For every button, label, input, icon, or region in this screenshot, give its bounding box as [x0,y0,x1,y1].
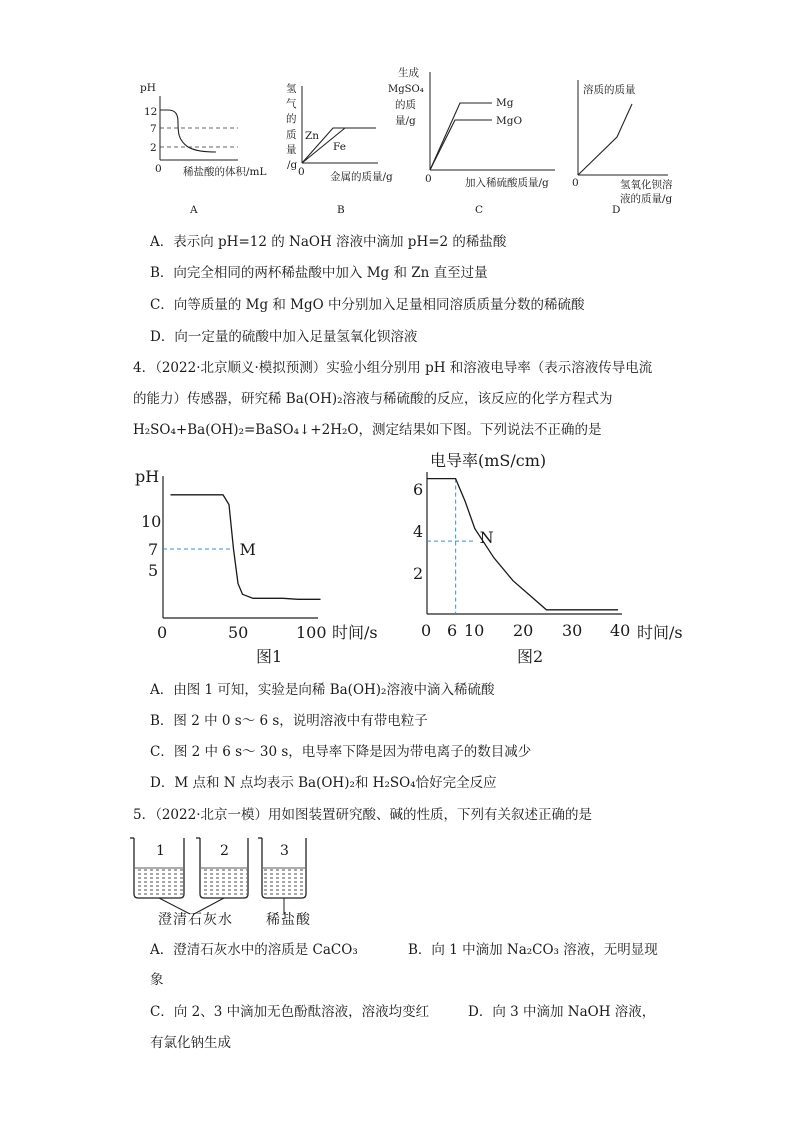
fig1-xlabel: 时间/s [332,623,378,642]
q4-stem-line-1: 4．（2022·北京顺义·模拟预测）实验小组分别用 pH 和溶液电导率（表示溶液传导电流 [133,360,653,376]
fig2-ytick-4: 4 [413,522,424,541]
chart-a-xlabel: 稀盐酸的体积/mL [183,166,267,178]
chart-b-ylabel-1: 氢 [286,83,297,95]
q4-option-a: A．由图 1 可知，实验是向稀 Ba(OH)₂溶液中滴入稀硫酸 [150,682,495,698]
beaker-1-number: 1 [156,843,165,859]
q3-option-a: A．表示向 pH=12 的 NaOH 溶液中滴加 pH=2 的稀盐酸 [150,234,507,250]
chart-d-curve [578,104,632,175]
chart-a-ylabel: pH [140,82,156,94]
fig1 [135,467,378,666]
q4-figures [0,440,794,675]
beaker-1 [130,838,184,898]
chart-c-caption: C [475,204,484,216]
fig2-xtick-40: 40 [610,621,631,640]
fig2-point-label: N [479,528,494,548]
q3-option-b: B．向完全相同的两杯稀盐酸中加入 Mg 和 Zn 直至过量 [150,265,488,281]
chart-d-xlabel-2: 液的质量/g [620,193,673,205]
fig2-xlabel: 时间/s [637,623,683,642]
q5-option-d: D．向 3 中滴加 NaOH 溶液， [468,1004,656,1020]
chart-a-origin: 0 [155,163,162,175]
chart-b [286,82,393,216]
fig2-xtick-20: 20 [513,621,534,640]
fig2-caption: 图2 [517,647,544,666]
chart-c-mgo-line [430,120,492,170]
fig1-ytick-5: 5 [148,561,159,580]
chart-a-tick-7: 7 [150,123,157,135]
chart-b-label-fe: Fe [333,141,346,153]
q5-option-c: C．向 2、3 中滴加无色酚酞溶液，溶液均变红 [150,1004,430,1020]
chart-b-ylabel-5: 量 [286,144,297,156]
fig2-xtick-0: 0 [421,621,432,640]
fig1-ytick-10: 10 [141,512,162,531]
chart-b-xlabel: 金属的质量/g [330,171,393,183]
chart-c-ylabel-1: 生成 [398,67,419,79]
q4-stem-line-3: H₂SO₄+Ba(OH)₂=BaSO₄↓+2H₂O，测定结果如下图。下列说法不正确的是 [133,422,602,438]
q4-option-c: C．图 2 中 6 s～ 30 s，电导率下降是因为带电离子的数目减少 [150,744,532,760]
chart-c-label-mgo: MgO [496,115,523,127]
chart-a-tick-2: 2 [150,142,157,154]
q3-option-c: C．向等质量的 Mg 和 MgO 中分别加入足量相同溶质质量分数的稀硫酸 [150,297,585,313]
fig2-ytick-2: 2 [413,564,424,583]
chart-d-ylabel: 溶质的质量 [583,84,636,96]
chart-c [388,66,555,216]
q5-option-b: B．向 1 中滴加 Na₂CO₃ 溶液，无明显现 [408,942,658,958]
chart-b-origin: 0 [298,166,305,178]
chart-c-label-mg: Mg [496,97,514,109]
top-charts [0,60,794,220]
q5-option-b-cont: 象 [150,972,164,988]
q5-option-a: A．澄清石灰水中的溶质是 CaCO₃ [150,942,358,958]
chart-a-curve [160,110,216,152]
chart-d-origin: 0 [572,177,579,189]
fig1-ylabel: pH [135,467,160,486]
chart-c-mg-line [430,103,492,170]
chart-c-origin: 0 [425,173,432,185]
chart-d-xlabel-1: 氢氧化钡溶 [620,179,673,191]
chart-b-label-zn: Zn [305,130,320,142]
q5-label-limewater: 澄清石灰水 [158,912,233,928]
chart-c-ylabel-2: MgSO₄ [388,84,424,95]
beaker-3 [258,838,306,898]
chart-a [140,82,266,216]
fig2-ytick-6: 6 [413,480,424,499]
q3-option-d: D．向一定量的硫酸中加入足量氢氧化钡溶液 [150,329,418,345]
q4-stem-line-2: 的能力）传感器，研究稀 Ba(OH)₂溶液与稀硫酸的反应，该反应的化学方程式为 [133,391,613,407]
fig2 [413,451,683,666]
beaker-3-number: 3 [280,843,289,859]
fig1-xtick-100: 100 [296,623,327,642]
chart-a-tick-12: 12 [144,106,158,118]
fig2-xtick-30: 30 [562,621,583,640]
chart-b-ylabel-2: 气 [286,98,297,110]
fig2-xtick-6: 6 [447,621,458,640]
chart-b-ylabel-3: 的 [286,113,297,125]
chart-b-caption: B [337,204,345,216]
chart-d [572,80,673,216]
q5-option-d-cont: 有氯化钠生成 [150,1035,231,1051]
fig2-xtick-10: 10 [464,621,485,640]
fig1-xtick-0: 0 [157,623,168,642]
chart-c-ylabel-4: 量/g [395,115,416,127]
fig1-ytick-7: 7 [148,540,159,559]
chart-c-xlabel: 加入稀硫酸质量/g [465,177,549,189]
fig1-point-label: M [239,540,256,559]
fig1-xtick-50: 50 [228,623,249,642]
chart-c-ylabel-3: 的质 [395,99,416,111]
beaker-2 [196,838,248,898]
q5-stem: 5．（2022·北京一模）用如图装置研究酸、碱的性质，下列有关叙述正确的是 [133,807,592,823]
chart-b-ylabel-4: 质 [286,129,297,141]
fig1-caption: 图1 [256,647,283,666]
q5-label-hcl: 稀盐酸 [266,912,311,928]
chart-d-caption: D [612,204,621,216]
q4-option-d: D．M 点和 N 点均表示 Ba(OH)₂和 H₂SO₄恰好完全反应 [150,775,497,791]
q4-option-b: B．图 2 中 0 s～ 6 s，说明溶液中有带电粒子 [150,713,428,729]
chart-a-caption: A [190,204,198,216]
fig2-ylabel: 电导率(mS/cm) [430,451,547,470]
chart-b-ylabel-6: /g [287,159,298,171]
beaker-2-number: 2 [220,843,229,859]
